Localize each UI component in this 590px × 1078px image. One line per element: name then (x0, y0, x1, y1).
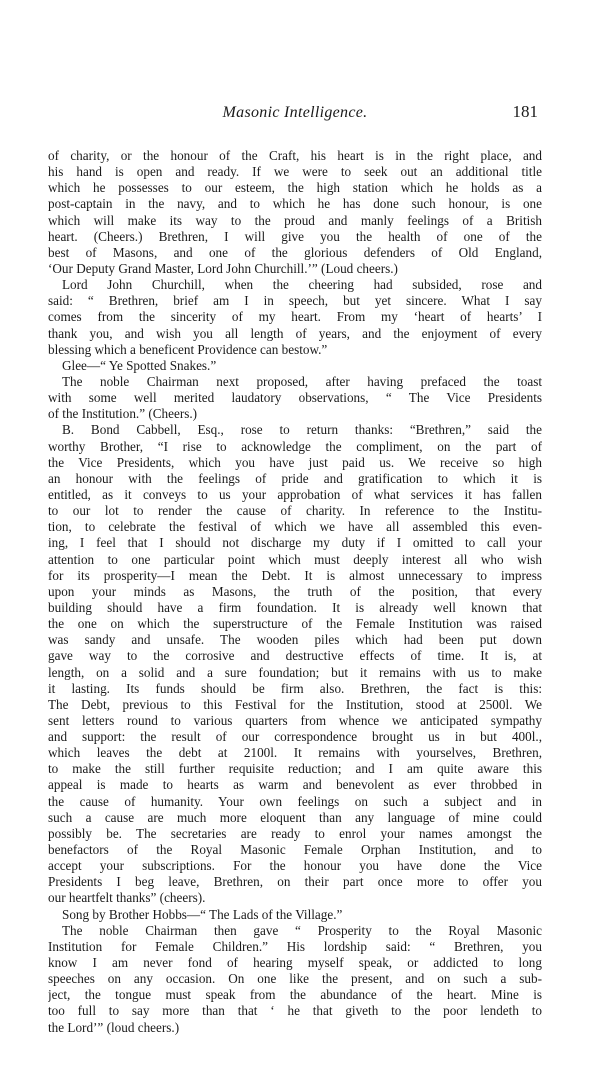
text-line: the cause of humanity. Your own feelings on such a subject and in (48, 793, 542, 809)
text-line: attention to one particular point which must deeply interest all who wish (48, 551, 542, 567)
book-page (48, 104, 542, 1036)
text-line: benefactors of the Royal Masonic Female Orphan Institution, and to (48, 842, 542, 858)
body-text (48, 148, 542, 1036)
text-line: length, on a solid and a sure foundation; but it remains with us to make (48, 664, 542, 680)
text-line: post-captain in the navy, and to which he has done such honour, is one (48, 196, 542, 212)
text-line: Glee—“ Ye Spotted Snakes.” (62, 357, 217, 373)
text-line: building should have a firm foundation. It is already well known that (48, 599, 542, 615)
text-line: was sandy and unsafe. The wooden piles which had been put down (48, 632, 542, 648)
text-line: blessing which a beneficent Providence can bestow.” (48, 341, 328, 357)
text-line: The noble Chairman then gave “ Prosperity to the Royal Masonic (62, 922, 542, 938)
text-line: which he possesses to our esteem, the high station which he holds as a (48, 180, 542, 196)
text-line: heart. (Cheers.) Brethren, I will give you the health of one of the (48, 228, 542, 244)
text-line: too full to say more than that ‘ he that giveth to the poor lendeth to (48, 1003, 542, 1019)
text-line: the Vice Presidents, which you have just paid us. We receive so high (48, 454, 542, 470)
text-line: upon your minds as Masons, the truth of the position, that every (48, 583, 542, 599)
text-line: the Lord’” (loud cheers.) (48, 1019, 180, 1035)
text-line: possibly be. The secretaries are ready to enrol your names amongst the (48, 825, 542, 841)
text-line: Lord John Churchill, when the cheering had subsided, rose and (62, 277, 542, 293)
text-line: gave way to the corrosive and destructive effects of time. It is, at (48, 648, 542, 664)
text-line: to our lot to render the cause of charity. In reference to the Institu- (48, 503, 542, 519)
text-line: an honour with the feelings of pride and gratification to which it is (48, 470, 542, 486)
text-line: Presidents I beg leave, Brethren, on their part once more to offer you (48, 874, 542, 890)
running-title: Masonic Intelligence. (222, 104, 368, 121)
text-line: it lasting. Its funds should be firm also. Brethren, the fact is this: (48, 680, 542, 696)
text-line: his hand is open and ready. If we were to seek out an additional title (48, 164, 542, 180)
text-line: for its prosperity—I mean the Debt. It is almost unnecessary to impress (48, 567, 542, 583)
text-line: such a cause are much more eloquent than any language of mine could (48, 809, 542, 825)
text-line: of the Institution.” (Cheers.) (48, 406, 198, 422)
text-line: worthy Brother, “I rise to acknowledge the compliment, on the part of (48, 438, 542, 454)
text-line: which will make its way to the proud and manly feelings of a British (48, 212, 542, 228)
text-line: Institution for Female Children.” His lordship said: “ Brethren, you (48, 938, 542, 954)
text-line: the one on which the superstructure of the Female Institution was raised (48, 616, 542, 632)
text-line: to make the still further requisite reduction; and I am quite aware this (48, 761, 542, 777)
text-line: with some well merited laudatory observations, “ The Vice Presidents (48, 390, 542, 406)
text-line: The noble Chairman next proposed, after having prefaced the toast (62, 373, 542, 389)
text-line: accept your subscriptions. For the honour you have done the Vice (48, 858, 542, 874)
text-line: appeal is made to hearts as warm and benevolent as ever throbbed in (48, 777, 542, 793)
text-line: and support: the result of our correspondence brought us in but 400l., (48, 729, 542, 745)
text-line: best of Masons, and one of the glorious defenders of Old England, (48, 244, 542, 260)
running-head (48, 104, 542, 134)
text-line: comes from the sincerity of my heart. From my ‘heart of hearts’ I (48, 309, 542, 325)
text-line: The Debt, previous to this Festival for the Institution, stood at 2500l. We (48, 696, 542, 712)
text-line: Song by Brother Hobbs—“ The Lads of the Village.” (62, 906, 343, 922)
text-line: which leaves the debt at 2100l. It remains with yourselves, Brethren, (48, 745, 542, 761)
text-line: know I am never fond of hearing myself speak, or addicted to long (48, 955, 542, 971)
text-line: of charity, or the honour of the Craft, his heart is in the right place, and (48, 148, 542, 163)
text-line: ject, the tongue must speak from the abundance of the heart. Mine is (48, 987, 542, 1003)
text-line: said: “ Brethren, brief am I in speech, but yet sincere. What I say (48, 293, 542, 309)
text-line: sent letters round to various quarters from whence we anticipated sympathy (48, 712, 542, 728)
text-line: entitled, as it conveys to us your approbation of what services it has fallen (48, 486, 542, 502)
text-line: B. Bond Cabbell, Esq., rose to return thanks: “Brethren,” said the (62, 422, 542, 438)
text-line: speeches on any occasion. On one like the present, and on such a sub- (48, 971, 542, 987)
text-line: thank you, and wish you all length of years, and the enjoyment of every (48, 325, 542, 341)
text-line: tion, to celebrate the festival of which we have all assembled this even- (48, 519, 542, 535)
text-line: ‘Our Deputy Grand Master, Lord John Churchill.’” (Loud cheers.) (48, 260, 398, 276)
text-line: ing, I feel that I should not discharge my duty if I omitted to call your (48, 535, 542, 551)
text-line: our heartfelt thanks” (cheers). (48, 890, 206, 906)
page-number: 181 (512, 102, 538, 121)
